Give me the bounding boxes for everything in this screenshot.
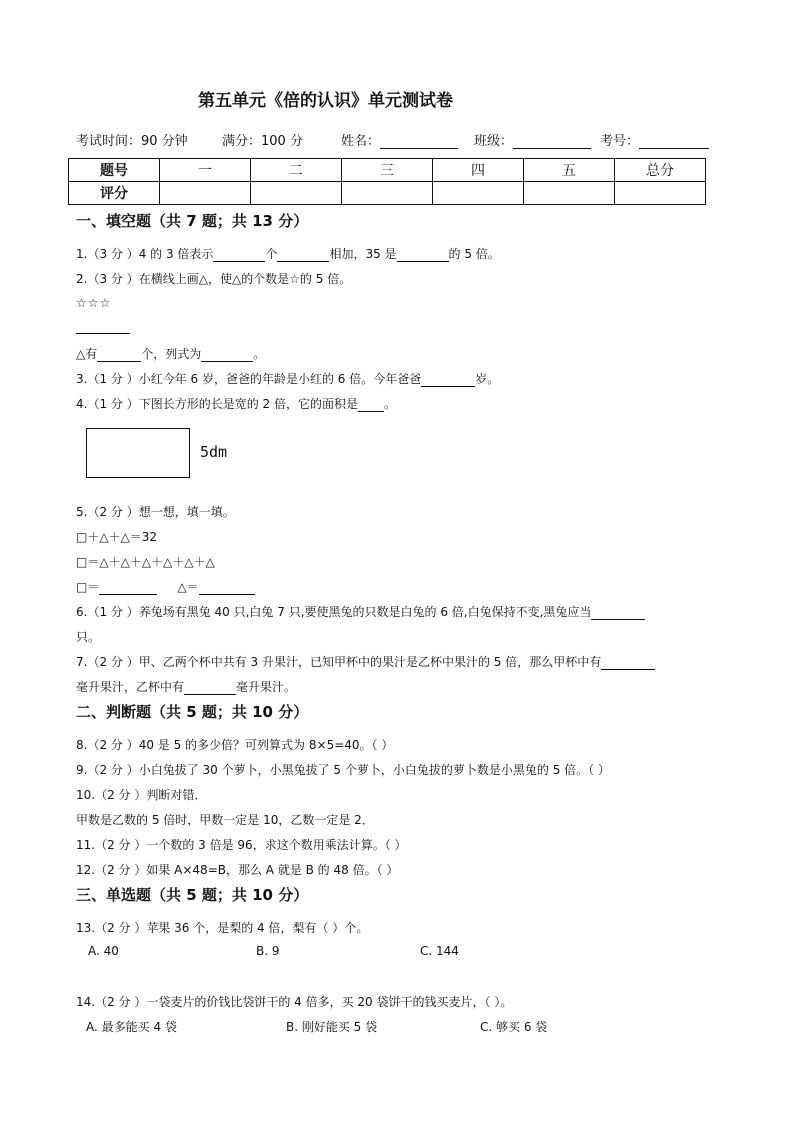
q2-text: 。 (253, 347, 266, 361)
section-heading-single-choice: 三、单选题（共 5 题；共 10 分） (76, 886, 309, 904)
answer-blank[interactable] (601, 655, 655, 670)
class-label: 班级： (474, 134, 514, 149)
q1-text: 1.（3 分 ）4 的 3 倍表示 (76, 247, 214, 261)
answer-blank[interactable] (421, 372, 475, 387)
score-input-cell[interactable] (342, 182, 433, 205)
question-1 (76, 245, 500, 262)
class-field (474, 130, 591, 149)
question-4 (76, 395, 396, 412)
q13-option-a[interactable]: A. 40 (88, 944, 119, 958)
section-heading-fill-in: 一、填空题（共 7 题；共 13 分） (76, 212, 309, 230)
score-table-cell: 一 (160, 159, 251, 182)
section-heading-true-false: 二、判断题（共 5 题；共 10 分） (76, 703, 309, 721)
question-11: 11.（2 分 ）一个数的 3 倍是 96，求这个数用乘法计算。（ ） (76, 838, 407, 852)
question-6 (76, 603, 645, 620)
score-input-cell[interactable] (615, 182, 706, 205)
question-9: 9.（2 分 ）小白兔拔了 30 个萝卜，小黑兔拔了 5 个萝卜，小白兔拔的萝卜数是小黑兔的 5 倍。（ ） (76, 763, 610, 777)
score-table-cell: 五 (524, 159, 615, 182)
question-13: 13.（2 分 ）苹果 36 个，是梨的 4 倍，梨有（ ）个。 (76, 921, 369, 935)
q14-option-b[interactable]: B. 刚好能买 5 袋 (286, 1020, 378, 1034)
question-10-statement: 甲数是乙数的 5 倍时，甲数一定是 10，乙数一定是 2． (76, 813, 374, 827)
score-input-cell[interactable] (251, 182, 342, 205)
answer-blank[interactable] (358, 397, 384, 412)
answer-blank[interactable] (397, 247, 449, 262)
q7-text: 毫升果汁。 (236, 680, 297, 694)
name-blank[interactable] (380, 134, 458, 149)
q14-option-a[interactable]: A. 最多能买 4 袋 (86, 1020, 177, 1034)
q13-option-b[interactable]: B. 9 (256, 944, 280, 958)
score-input-cell[interactable] (433, 182, 524, 205)
score-table-score-row (69, 182, 706, 205)
answer-blank[interactable] (591, 605, 645, 620)
score-table-cell: 总分 (615, 159, 706, 182)
q14-option-c[interactable]: C. 够买 6 袋 (480, 1020, 548, 1034)
q7-text: 毫升果汁，乙杯中有 (76, 680, 185, 694)
question-2-answer (76, 345, 265, 362)
name-label: 姓名： (341, 134, 381, 149)
id-label: 考号： (600, 134, 640, 149)
full-score: 满分：100 分 (222, 134, 303, 149)
question-14: 14.（2 分 ）一袋麦片的价钱比袋饼干的 4 倍多，买 20 袋饼干的钱买麦片，（ ）。 (76, 995, 513, 1009)
score-input-cell[interactable] (160, 182, 251, 205)
equation-1: □＋△＋△＝32 (76, 530, 158, 544)
question-10: 10.（2 分 ）判断对错． (76, 788, 207, 802)
q5-text: □＝ (76, 580, 100, 594)
question-2: 2.（3 分 ）在横线上画△，使△的个数是☆的 5 倍。 (76, 272, 352, 286)
q4-text: 4.（1 分 ）下图长方形的长是宽的 2 倍，它的面积是 (76, 397, 358, 411)
score-table-cell: 四 (433, 159, 524, 182)
q2-text: 个，列式为 (141, 347, 202, 361)
answer-blank[interactable] (213, 247, 265, 262)
q6-text: 6.（1 分 ）养兔场有黑兔 40 只,白兔 7 只,要使黑兔的只数是白兔的 6 倍,白兔保持不变,黑兔应当 (76, 605, 592, 619)
q4-text: 。 (383, 397, 396, 411)
rectangle-figure (86, 428, 190, 478)
q1-text: 个 (265, 247, 278, 261)
score-table-cell: 题号 (69, 159, 160, 182)
answer-blank[interactable] (277, 247, 329, 262)
question-7-cont (76, 678, 296, 695)
exam-time: 考试时间：90 分钟 (76, 134, 188, 149)
score-table-cell: 二 (251, 159, 342, 182)
q1-text: 相加，35 是 (329, 247, 397, 261)
id-blank[interactable] (639, 134, 709, 149)
question-6-cont: 只。 (76, 630, 101, 644)
star-symbols: ☆☆☆ (76, 296, 112, 310)
question-8: 8.（2 分 ）40 是 5 的多少倍？可列算式为 8×5=40。（ ） (76, 738, 394, 752)
id-field (600, 130, 709, 149)
question-12: 12.（2 分 ）如果 A×48=B，那么 A 就是 B 的 48 倍。（ ） (76, 863, 399, 877)
answer-blank[interactable] (99, 580, 157, 595)
q3-text: 岁。 (475, 372, 500, 386)
name-field (341, 130, 458, 149)
question-5-answers (76, 578, 255, 595)
equation-2: □＝△＋△＋△＋△＋△＋△ (76, 555, 215, 569)
question-7 (76, 653, 655, 670)
answer-blank[interactable] (184, 680, 236, 695)
q5-text: △＝ (177, 580, 199, 594)
score-input-cell[interactable] (524, 182, 615, 205)
q2-text: △有 (76, 347, 98, 361)
question-5: 5.（2 分 ）想一想，填一填。 (76, 505, 235, 519)
answer-blank[interactable] (199, 580, 255, 595)
answer-blank[interactable] (97, 347, 141, 362)
drawing-line[interactable] (76, 333, 130, 334)
page-title: 第五单元《倍的认识》单元测试卷 (198, 91, 453, 111)
score-table-cell: 三 (342, 159, 433, 182)
q13-option-c[interactable]: C. 144 (420, 944, 459, 958)
q7-text: 7.（2 分 ）甲、乙两个杯中共有 3 升果汁，已知甲杯中的果汁是乙杯中果汁的 5 倍，那么甲杯中有 (76, 655, 602, 669)
answer-blank[interactable] (201, 347, 253, 362)
score-table-cell: 评分 (69, 182, 160, 205)
class-blank[interactable] (513, 134, 591, 149)
score-table (68, 158, 706, 205)
q3-text: 3.（1 分 ）小红今年 6 岁，爸爸的年龄是小红的 6 倍。今年爸爸 (76, 372, 422, 386)
rectangle-width-label: 5dm (200, 443, 228, 461)
q1-text: 的 5 倍。 (448, 247, 500, 261)
question-3 (76, 370, 499, 387)
score-table-header-row (69, 159, 706, 182)
